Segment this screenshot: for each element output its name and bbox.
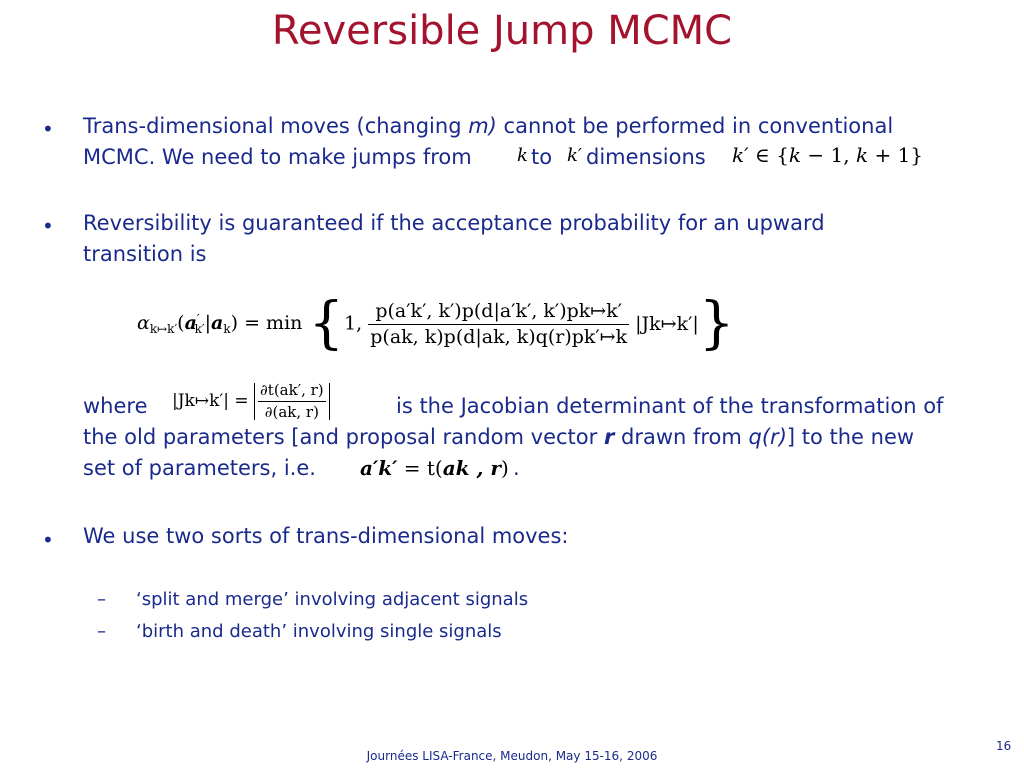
transformation-expression: a′k′ = t(ak , r) xyxy=(360,456,509,480)
sub-bullet-1: ‘split and merge’ involving adjacent signals xyxy=(136,589,529,610)
bullet-dot: • xyxy=(42,117,54,141)
sub-bullet-dash: – xyxy=(97,589,106,610)
kprime-symbol: k′ xyxy=(567,145,582,166)
acceptance-numerator: p(a′k′, k′)p(d|a′k′, k′)pk↦k′ xyxy=(368,302,629,325)
to-word: to xyxy=(531,145,553,169)
jacobian-expression: |Jk↦k′| = $\frac{\partial t(ak', r)}{\partial(ak, r)}$ xyxy=(172,383,330,420)
slide-footer: Journées LISA-France, Meudon, May 15-16, 2006 xyxy=(366,749,658,763)
r-var: r xyxy=(603,425,615,449)
slide-title: Reversible Jump MCMC xyxy=(271,8,733,54)
where-word: where xyxy=(83,394,148,418)
dimensions-word: dimensions xyxy=(586,145,706,169)
jacobian-description: is the Jacobian determinant of the transformation of xyxy=(396,394,944,418)
bullet-dot: • xyxy=(42,528,54,552)
page-number: 16 xyxy=(996,739,1012,753)
acceptance-equation: $\alpha_{k↦k'}(a'_{k'}|a_k) = \min \{1$, $\frac{p(a'k', k')p(d|a'k', k')pk↦k'}{p(ak, k)p(d|ak, k)q(r)pk'↦k}$ |Jk↦k′|} xyxy=(137,291,735,356)
bullet-2-line-2: transition is xyxy=(83,242,207,266)
sub-bullet-2: ‘birth and death’ involving single signals xyxy=(136,621,502,642)
bullet-2 xyxy=(83,208,1003,270)
bullet-3: We use two sorts of trans-dimensional moves: xyxy=(83,524,569,548)
bullet-dot: • xyxy=(42,214,54,238)
sentence-period: . xyxy=(513,456,520,480)
bullet-1-text-c: MCMC. We need to make jumps from xyxy=(83,145,472,169)
k-set-expression: k′ ∈ {k − 1, k + 1} xyxy=(732,143,924,167)
k-symbol: k xyxy=(517,145,528,166)
sub-bullet-dash: – xyxy=(97,621,106,642)
acceptance-denominator: p(ak, k)p(d|ak, k)q(r)pk′↦k xyxy=(370,325,628,348)
bullet-1-text-a: Trans-dimensional moves (changing xyxy=(83,114,469,138)
bullet-2-line-1: Reversibility is guaranteed if the acceptance probability for an upward xyxy=(83,211,825,235)
bullet-1-text-b: cannot be performed in conventional xyxy=(496,114,894,138)
where-continuation: the old parameters [and proposal random vector r drawn from q(r)] to the new set of parameters, i.e. xyxy=(83,425,915,480)
m-var: m) xyxy=(468,114,497,138)
qr-var: q(r) xyxy=(748,425,787,449)
